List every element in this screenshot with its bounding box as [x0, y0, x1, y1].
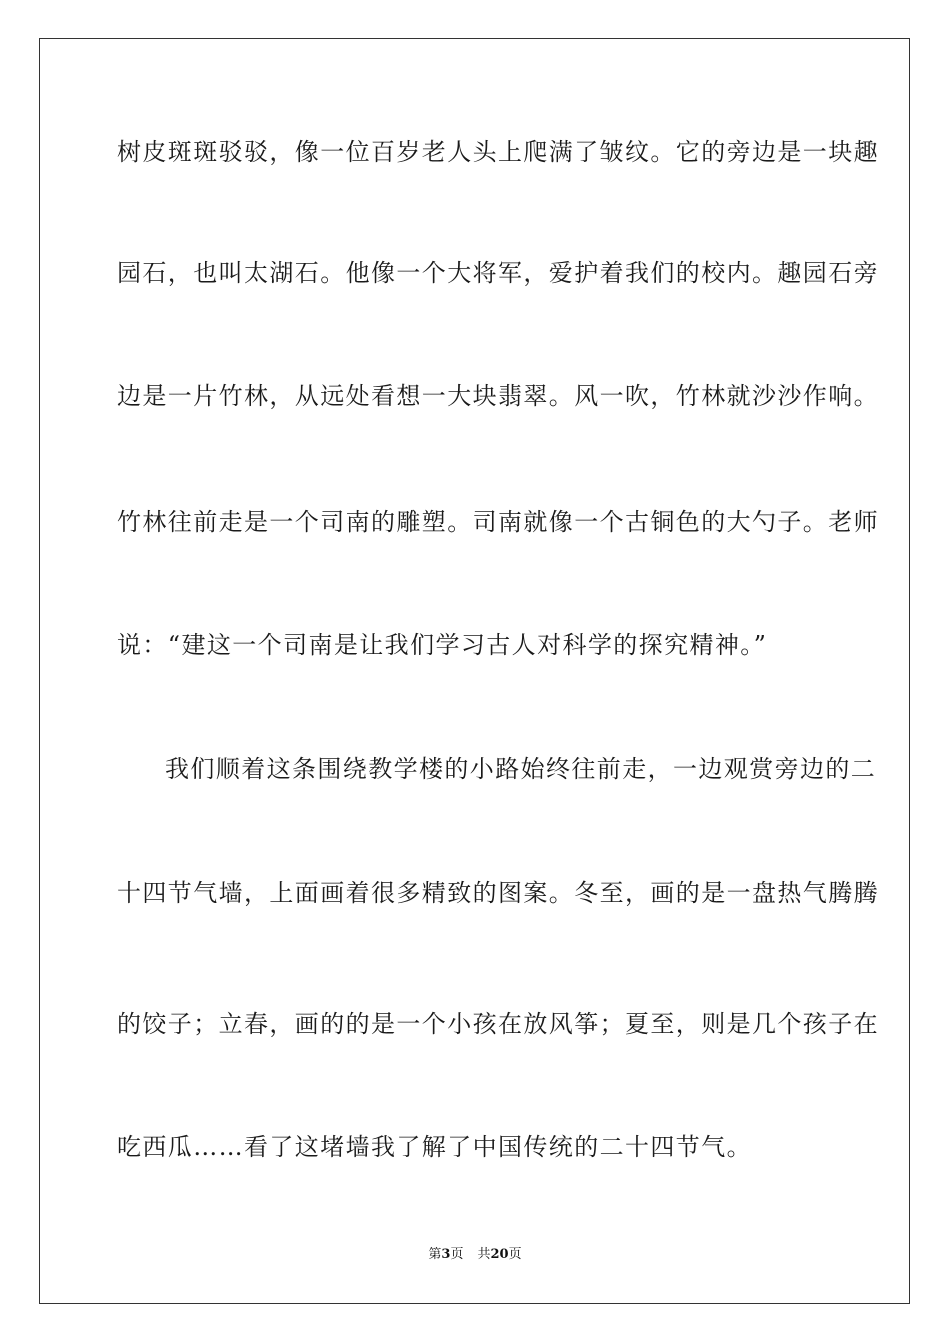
total-prefix: 共 [477, 1247, 491, 1262]
paragraph-2-line-1: 我们顺着这条围绕教学楼的小路始终往前走，一边观赏旁边的二 [165, 755, 877, 783]
text-line-4: 竹林往前走是一个司南的雕塑。司南就像一个古铜色的大勺子。老师 [117, 508, 879, 536]
current-page-number: 3 [441, 1247, 451, 1262]
paragraph-2-line-4: 吃西瓜……看了这堵墙我了解了中国传统的二十四节气。 [117, 1133, 752, 1161]
text-line-1: 树皮斑斑驳驳，像一位百岁老人头上爬满了皱纹。它的旁边是一块趣 [117, 138, 879, 166]
page-suffix: 页 [450, 1247, 464, 1262]
paragraph-2-line-2: 十四节气墙，上面画着很多精致的图案。冬至，画的是一盘热气腾腾 [117, 879, 879, 907]
page-border [39, 38, 910, 1304]
total-pages-number: 20 [490, 1247, 509, 1262]
paragraph-2-line-3: 的饺子；立春，画的的是一个小孩在放风筝；夏至，则是几个孩子在 [117, 1010, 879, 1038]
page-footer [0, 1247, 950, 1263]
text-line-3: 边是一片竹林，从远处看想一大块翡翠。风一吹，竹林就沙沙作响。 [117, 382, 879, 410]
text-line-5: 说：“建这一个司南是让我们学习古人对科学的探究精神。” [117, 631, 768, 659]
total-suffix: 页 [508, 1247, 522, 1262]
page-prefix: 第 [428, 1247, 442, 1262]
text-line-2: 园石，也叫太湖石。他像一个大将军，爱护着我们的校内。趣园石旁 [117, 259, 879, 287]
